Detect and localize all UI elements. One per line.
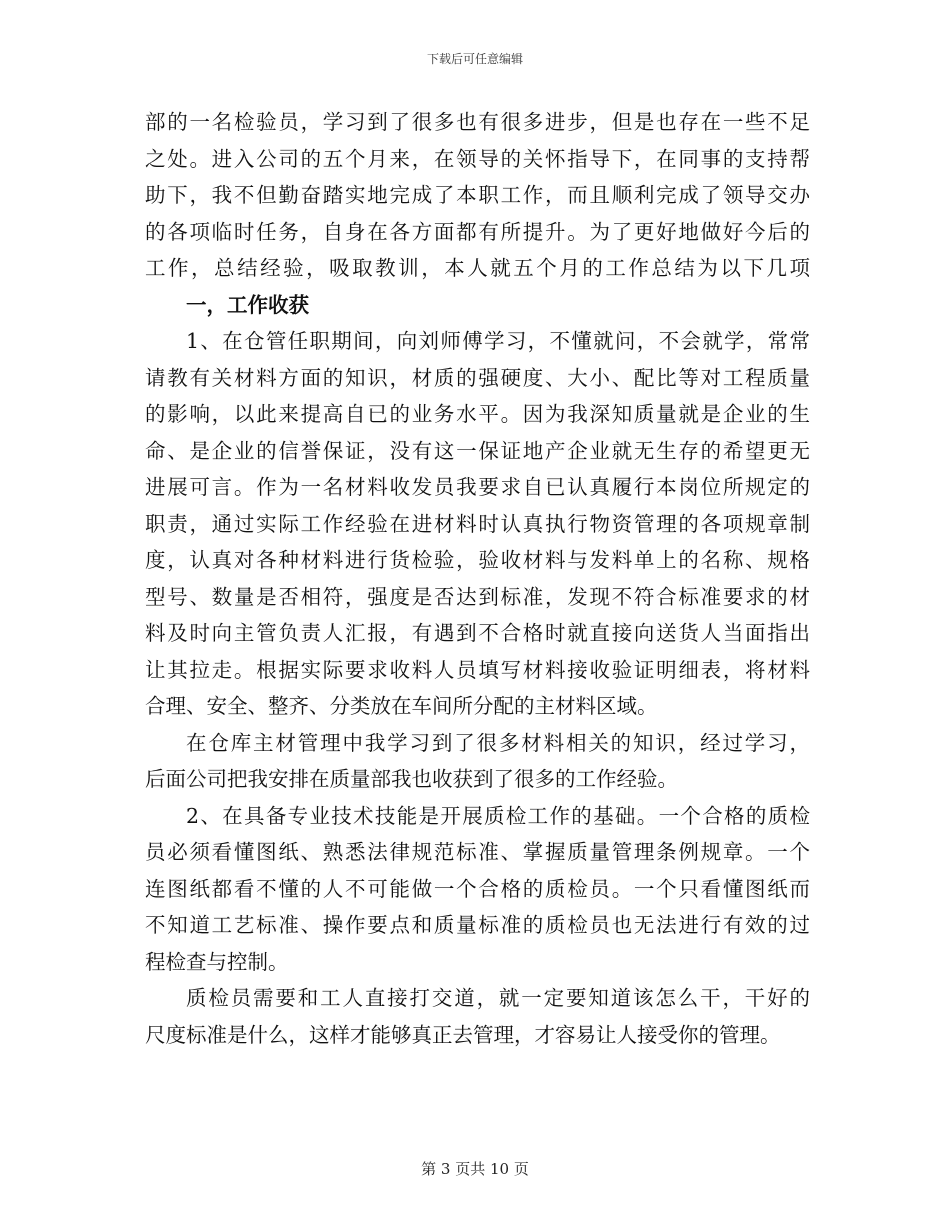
paragraph-line: 进展可言。作为一名材料收发员我要求自已认真履行本岗位所规定的 bbox=[145, 475, 810, 499]
document-body bbox=[145, 104, 810, 1053]
section-heading: 一，工作收获 bbox=[186, 292, 309, 317]
paragraph-line: 2、在具备专业技术技能是开展质检工作的基础。一个合格的质检 bbox=[186, 803, 810, 828]
paragraph-line: 命、是企业的信誉保证，没有这一保证地产企业就无生存的希望更无 bbox=[145, 438, 810, 463]
paragraph-line: 型号、数量是否相符，强度是否达到标准，发现不符合标准要求的材 bbox=[145, 584, 810, 609]
paragraph-line: 在仓库主材管理中我学习到了很多材料相关的知识，经过学习， bbox=[186, 730, 810, 755]
paragraph-line: 尺度标准是什么，这样才能够真正去管理，才容易让人接受你的管理。 bbox=[145, 1022, 781, 1047]
page-number: 第 3 页共 10 页 bbox=[421, 1160, 529, 1178]
paragraph-line: 员必须看懂图纸、熟悉法律规范标准、掌握质量管理条例规章。一个 bbox=[145, 840, 810, 864]
paragraph-line: 助下，我不但勤奋踏实地完成了本职工作，而且顺利完成了领导交办 bbox=[145, 183, 810, 207]
paragraph-line: 让其拉走。根据实际要求收料人员填写材料接收验证明细表，将材料 bbox=[145, 657, 810, 682]
paragraph-line: 合理、安全、整齐、分类放在车间所分配的主材料区域。 bbox=[145, 694, 658, 718]
paragraph-line: 1、在仓管任职期间，向刘师傅学习，不懂就问，不会就学，常常 bbox=[186, 329, 810, 353]
paragraph-line: 度，认真对各种材料进行货检验，验收材料与发料单上的名称、规格 bbox=[145, 548, 810, 572]
paragraph-line: 程检查与控制。 bbox=[145, 949, 289, 974]
paragraph-line: 不知道工艺标准、操作要点和质量标准的质检员也无法进行有效的过 bbox=[145, 913, 810, 937]
page-header: 下载后可任意编辑 bbox=[426, 52, 523, 66]
paragraph-line: 料及时向主管负责人汇报，有遇到不合格时就直接向送货人当面指出 bbox=[145, 621, 810, 645]
paragraph-line: 连图纸都看不懂的人不可能做一个合格的质检员。一个只看懂图纸而 bbox=[145, 876, 810, 901]
paragraph-line: 的影响，以此来提高自已的业务水平。因为我深知质量就是企业的生 bbox=[145, 402, 810, 426]
paragraph-line: 之处。进入公司的五个月来，在领导的关怀指导下，在同事的支持帮 bbox=[145, 146, 810, 171]
paragraph-line: 后面公司把我安排在质量部我也收获到了很多的工作经验。 bbox=[145, 767, 678, 791]
paragraph-line: 部的一名检验员，学习到了很多也有很多进步，但是也存在一些不足 bbox=[145, 110, 810, 134]
paragraph-line: 职责，通过实际工作经验在进材料时认真执行物资管理的各项规章制 bbox=[145, 511, 810, 536]
paragraph-line: 工作，总结经验，吸取教训，本人就五个月的工作总结为以下几项 bbox=[145, 256, 810, 280]
paragraph-line: 质检员需要和工人直接打交道，就一定要知道该怎么干，干好的 bbox=[186, 986, 810, 1010]
paragraph-line: 请教有关材料方面的知识，材质的强硬度、大小、配比等对工程质量 bbox=[145, 365, 810, 390]
paragraph-line: 的各项临时任务，自身在各方面都有所提升。为了更好地做好今后的 bbox=[145, 219, 810, 244]
